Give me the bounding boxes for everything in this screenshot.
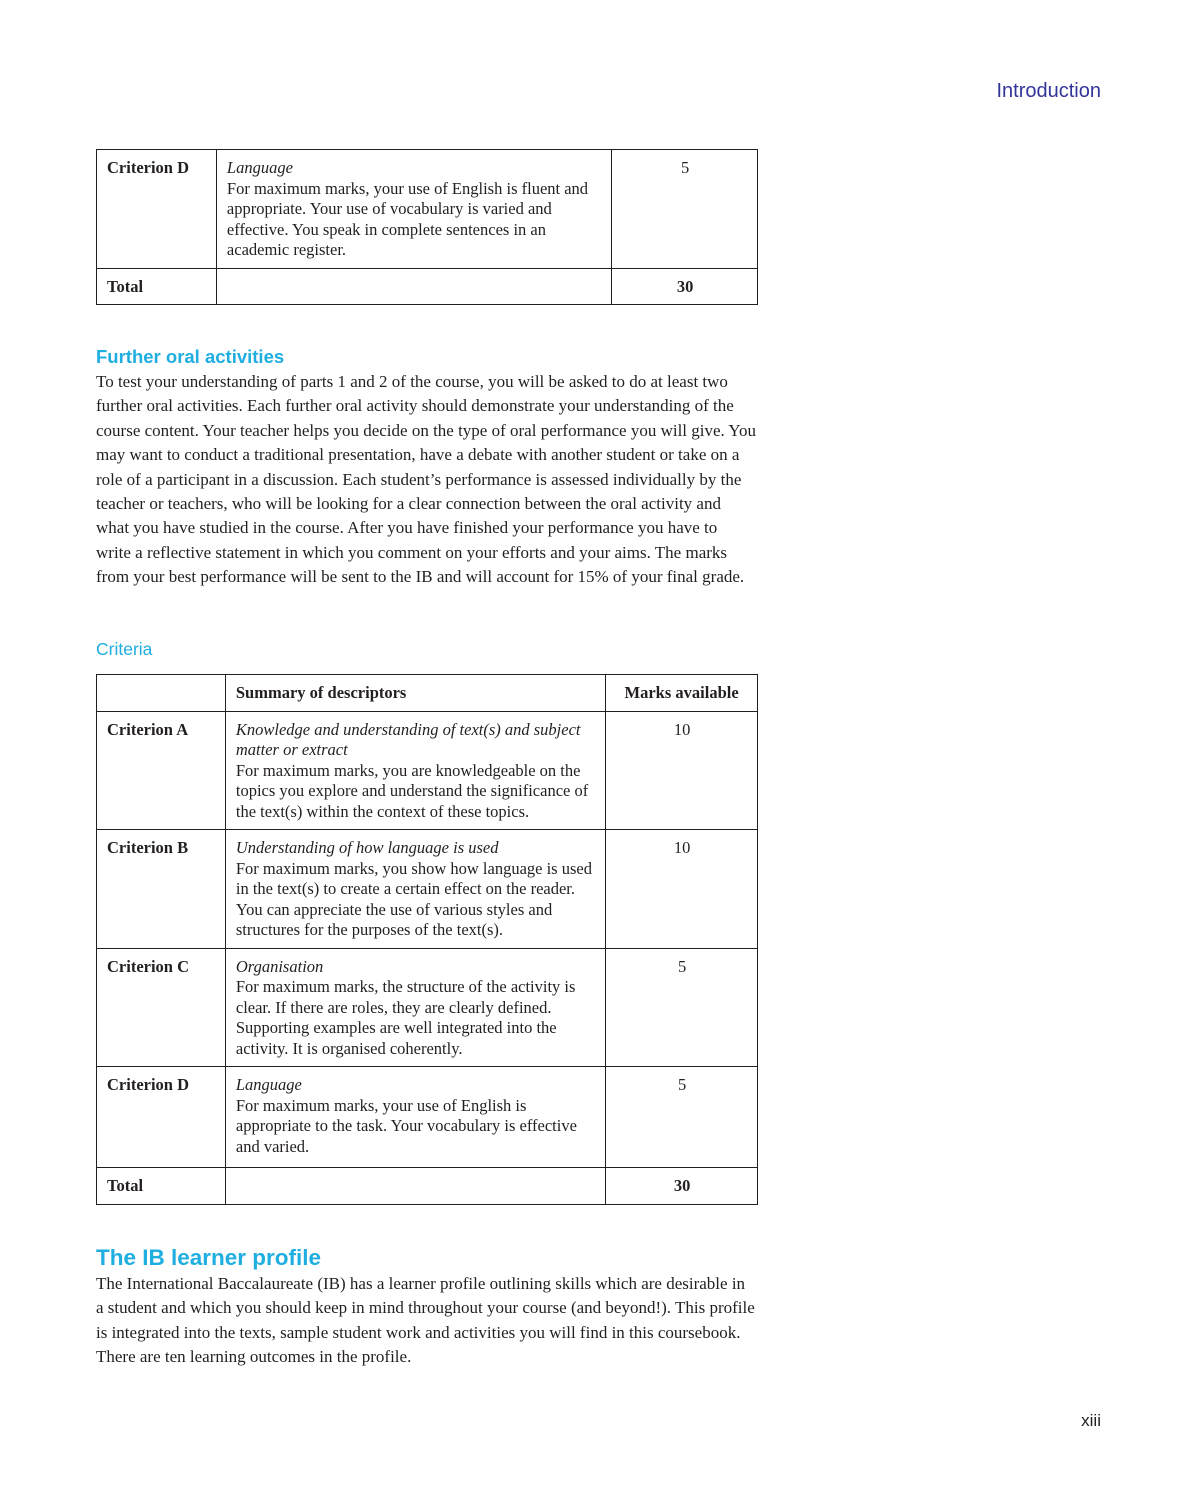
descriptor-cell	[225, 711, 605, 830]
table-row	[97, 1067, 758, 1168]
marks-value: 10	[606, 830, 758, 949]
total-label: Total	[97, 1168, 226, 1205]
descriptor-text: For maximum marks, the structure of the activity is clear. If there are roles, they are clearly defined. Supporting examples are well integrated into the activity. It is organised coherently.	[235, 977, 576, 1058]
descriptor-cell	[225, 830, 605, 949]
total-label: Total	[97, 268, 217, 305]
criterion-label: Criterion A	[97, 711, 226, 830]
descriptor-title: Understanding of how language is used	[235, 838, 499, 857]
descriptor-cell	[216, 150, 611, 269]
header-descriptors: Summary of descriptors	[225, 675, 605, 712]
table-row	[97, 150, 758, 269]
descriptor-title: Language	[235, 1075, 302, 1094]
total-marks: 30	[606, 1168, 758, 1205]
criteria-table	[96, 674, 758, 1205]
descriptor-title: Organisation	[235, 956, 324, 976]
table-header-row	[97, 675, 758, 712]
total-row	[97, 1168, 758, 1205]
learner-profile-heading: The IB learner profile	[96, 1245, 322, 1270]
marks-value: 10	[606, 711, 758, 830]
criterion-label: Criterion D	[97, 150, 217, 269]
descriptor-title: Knowledge and understanding of text(s) and subject matter or extract	[235, 719, 581, 759]
total-marks: 30	[612, 268, 758, 305]
descriptor-text: For maximum marks, your use of English is fluent and appropriate. Your use of vocabulary is varied and effective. You speak in complete sentences in an academic register.	[226, 178, 589, 259]
table-row	[97, 948, 758, 1067]
descriptor-text: For maximum marks, your use of English is appropriate to the task. Your vocabulary is effective and varied.	[235, 1095, 577, 1156]
descriptor-cell	[225, 948, 605, 1067]
criterion-label: Criterion C	[97, 948, 226, 1067]
marks-value: 5	[612, 150, 758, 269]
empty-cell	[225, 1168, 605, 1205]
total-row	[97, 268, 758, 305]
running-head: Introduction	[996, 80, 1101, 102]
criteria-table-continued	[96, 149, 758, 305]
descriptor-cell	[225, 1067, 605, 1168]
further-oral-paragraph: To test your understanding of parts 1 and 2 of the course, you will be asked to do at least two further oral activities. Each further oral activity should demonstrate your understanding of the course content. Your teacher helps you decide on the type of oral performance you will give. You may want to conduct a traditional presentation, have a debate with another student or take on a role of a participant in a discussion. Each student’s performance is assessed individually by the teacher or teachers, who will be looking for a clear connection between the oral activity and what you have studied in the course. After you have finished your performance you have to write a reflective statement in which you comment on your efforts and your aims. The marks from your best performance will be sent to the IB and will account for 15% of your final grade.	[96, 372, 756, 587]
marks-value: 5	[606, 948, 758, 1067]
descriptor-text: For maximum marks, you show how language is used in the text(s) to create a certain effect on the reader. You can appreciate the use of various styles and structures for the purposes of the text(s).	[235, 858, 592, 939]
empty-cell	[216, 268, 611, 305]
descriptor-title: Language	[226, 158, 293, 177]
learner-profile-paragraph: The International Baccalaureate (IB) has a learner profile outlining skills which are desirable in a student and which you should keep in mind throughout your course (and beyond!). This profile is integrated into the texts, sample student work and activities you will find in this coursebook. There are ten learning outcomes in the profile.	[96, 1274, 755, 1367]
criteria-subheading: Criteria	[96, 639, 153, 659]
header-marks: Marks available	[606, 675, 758, 712]
criterion-label: Criterion B	[97, 830, 226, 949]
page-number: xiii	[1081, 1411, 1101, 1430]
criterion-label: Criterion D	[97, 1067, 226, 1168]
marks-value: 5	[606, 1067, 758, 1168]
table-row	[97, 711, 758, 830]
header-blank	[97, 675, 226, 712]
further-oral-heading: Further oral activities	[96, 346, 285, 367]
descriptor-text: For maximum marks, you are knowledgeable on the topics you explore and understand the significance of the text(s) within the context of these topics.	[235, 760, 589, 821]
table-row	[97, 830, 758, 949]
